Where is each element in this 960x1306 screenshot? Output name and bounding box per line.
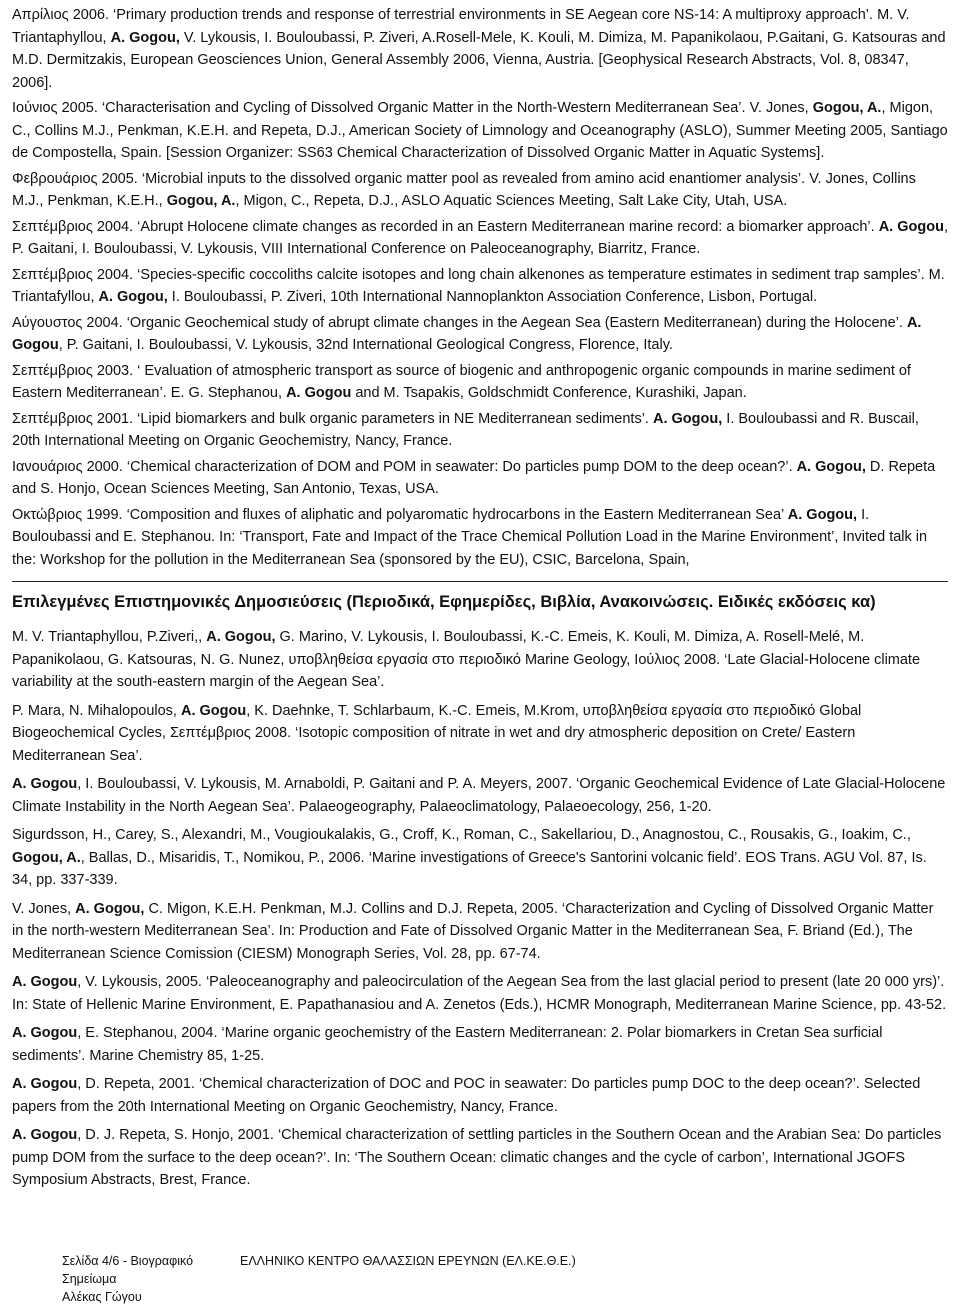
author-highlight: A. Gogou, [110, 29, 180, 46]
conference-entry [12, 408, 948, 453]
conference-entry [12, 456, 948, 501]
conference-entry [12, 97, 948, 165]
author-highlight: A. Gogou [180, 702, 247, 719]
entry-text: Σεπτέμβριος 2003. ‘ Evaluation of atmospheric transport as source of biogenic and anthropogenic organic compounds in marine sediment of Eastern Mediterranean’. E. G. Stephanou, [12, 362, 911, 401]
entry-text: M. V. Triantaphyllou, P.Ziveri,, [12, 629, 207, 645]
publication-entry [12, 824, 948, 892]
publication-entry [12, 971, 948, 1016]
publication-entry [12, 1124, 948, 1192]
publication-entry [12, 1022, 948, 1067]
entry-text: Φεβρουάριος 2005. ‘Microbial inputs to the dissolved organic matter pool as revealed from amino acid enantiomer analysis’. V. Jones, Collins M.J., Penkman, K.E.H., [12, 170, 916, 209]
author-highlight: Gogou, A. [812, 100, 882, 116]
entry-text: Ιούνιος 2005. ‘Characterisation and Cycling of Dissolved Organic Matter in the North-Western Mediterranean Sea’. V. Jones, [12, 100, 813, 116]
footer-organization: ΕΛΛΗΝΙΚΟ ΚΕΝΤΡΟ ΘΑΛΑΣΣΙΩΝ ΕΡΕΥΝΩΝ (ΕΛ.ΚΕ.Θ.Ε.) [240, 1254, 576, 1268]
conference-entry [12, 504, 948, 572]
author-highlight: A. Gogou [12, 1076, 78, 1092]
entry-text: D. Repeta and S. Honjo, Ocean Sciences Meeting, San Antonio, Texas, USA. [12, 458, 936, 497]
author-highlight: A. Gogou [12, 974, 78, 990]
entry-text: C. Migon, K.E.H. Penkman, M.J. Collins and D.J. Repeta, 2005. ‘Characterization and Cycling of Dissolved Organic Matter in the north-western Mediterranean Sea’. In: Production and Fate of Dissolved Organic Matter in the Mediterranean Sea, F. Briand (Ed.), The Mediterranean Science Comission (CIESM) Monograph Series, Vol. 28, pp. 67-74. [12, 900, 934, 962]
entry-text: , D. J. Repeta, S. Honjo, 2001. ‘Chemical characterization of settling particles in the Southern Ocean and the Arabian Sea: Do particles pump DOM from the surface to the deep ocean?’. In: ‘The Southern Ocean: climatic changes and the cycle of carbon’, International JGOFS Symposium Abstracts, Brest, France. [12, 1127, 942, 1188]
conference-entry [12, 264, 948, 309]
entry-text: V. Jones, [12, 900, 76, 917]
author-highlight: A. Gogou, [98, 289, 168, 305]
author-highlight: A. Gogou, [206, 629, 276, 645]
entry-text: , K. Daehnke, T. Schlarbaum, K.-C. Emeis, M.Krom, υποβληθείσα εργασία στο περιοδικό Global Biogeochemical Cycles, Σεπτέμβριος 2008. ‘Isotopic composition of nitrate in wet and dry atmospheric deposition on Crete/ Eastern Mediterranean Sea’. [12, 702, 862, 764]
page-footer [62, 1252, 576, 1306]
author-highlight: A. Gogou [286, 385, 352, 401]
author-highlight: A. Gogou [878, 218, 944, 235]
footer-page-line: Αλέκας Γώγου [62, 1290, 142, 1304]
entry-text: Απρίλιος 2006. ‘Primary production trends and response of terrestrial environments in SE Aegean core NS-14: A multiproxy approach’. M. V. Triantaphyllou, [12, 7, 910, 46]
entry-text: , I. Bouloubassi, V. Lykousis, M. Arnaboldi, P. Gaitani and P. A. Meyers, 2007. ‘Organic Geochemical Evidence of Late Glacial-Holocene Climate Instability in the North Aegean Sea’. Palaeogeography, Palaeoclimatology, Palaeoecology, 256, 1-20. [12, 776, 946, 815]
entry-text: Σεπτέμβριος 2004. ‘Species-specific coccoliths calcite isotopes and long chain alkenones as temperature estimates in sediment trap samples’. M. Triantafyllou, [12, 266, 945, 305]
conference-entry [12, 216, 948, 261]
author-highlight: A. Gogou, [75, 900, 149, 917]
author-highlight: Gogou, A. [12, 849, 81, 866]
section-heading: Επιλεγμένες Επιστημονικές Δημοσιεύσεις (Περιοδικά, Εφημερίδες, Βιβλία, Ανακοινώσεις. Ειδικές εκδόσεις κα) [12, 593, 876, 611]
publication-entry [12, 898, 948, 966]
entry-text: Sigurdsson, H., Carey, S., Alexandri, M., Vougioukalakis, G., Croff, K., Roman, C., Sakellariou, D., Anagnostou, C., Rousakis, G., Ioakim, C., [12, 827, 911, 843]
author-highlight: Gogou, A. [166, 193, 236, 209]
entry-text: Αύγουστος 2004. ‘Organic Geochemical study of abrupt climate changes in the Aegean Sea (Eastern Mediterranean) during the Holocene’. [12, 314, 907, 331]
entry-text: , P. Gaitani, I. Bouloubassi, V. Lykousis, VIII International Conference on Paleoceanography, Biarritz, France. [12, 218, 948, 257]
publication-entry [12, 1073, 948, 1118]
conference-entry [12, 4, 948, 94]
entry-text: V. Lykousis, I. Bouloubassi, P. Ziveri, A.Rosell-Mele, K. Kouli, M. Dimiza, M. Papanikolaou, P.Gaitani, G. Katsouras and M.D. Dermitzakis, European Geosciences Union, General Assembly 2006, Vienna, Austria. [Geophysical Research Abstracts, Vol. 8, 08347, 2006]. [12, 29, 946, 91]
entry-text: , V. Lykousis, 2005. ‘Paleoceanography and paleocirculation of the Aegean Sea from the last glacial period to present (late 20 000 yrs)’. In: State of Hellenic Marine Environment, E. Papathanasiou and A. Zenetos (Eds.), HCMR Monograph, Mediterranean Marine Science, pp. 43-52. [12, 974, 947, 1013]
footer-page-info [62, 1252, 212, 1306]
author-highlight: A. Gogou [12, 1025, 78, 1041]
author-highlight: A. Gogou, [787, 506, 858, 523]
entry-text: I. Bouloubassi and E. Stephanou. In: ‘Transport, Fate and Impact of the Trace Chemical Pollution Load in the Marine Environment’, Invited talk in the: Workshop for the pollution in the Mediterranean Sea (sponsored by the EU), CSIC, Barcelona, Spain, [12, 506, 928, 568]
entry-text: , Migon, C., Collins M.J., Penkman, K.E.H. and Repeta, D.J., American Society of Limnology and Oceanography (ASLO), Summer Meeting 2005, Santiago de Compostella, Spain. [Session Organizer: SS63 Chemical Characterization of Dissolved Organic Matter in Aquatic Systems]. [12, 100, 948, 161]
document-body [12, 4, 948, 1198]
entry-text: Ιανουάριος 2000. ‘Chemical characterization of DOM and POM in seawater: Do particles pump DOM to the deep ocean?’. [12, 458, 797, 475]
publication-entry [12, 626, 948, 694]
entry-text: Σεπτέμβριος 2001. ‘Lipid biomarkers and bulk organic parameters in NE Mediterranean sediments’. [12, 410, 653, 427]
author-highlight: A. Gogou, [796, 458, 866, 475]
conference-entry [12, 168, 948, 213]
entry-text: , E. Stephanou, 2004. ‘Marine organic geochemistry of the Eastern Mediterranean: 2. Polar biomarkers in Cretan Sea surficial sediments’. Marine Chemistry 85, 1-25. [12, 1025, 883, 1064]
conference-entry [12, 360, 948, 405]
footer-page-line: Σημείωμα [62, 1272, 117, 1286]
entry-text: G. Marino, V. Lykousis, I. Bouloubassi, K.-C. Emeis, K. Kouli, M. Dimiza, A. Rosell-Melé, M. Papanikolaou, G. Katsouras, N. G. Nunez, υποβληθείσα εργασία στο περιοδικό Marine Geology, Ιούλιος 2008. ‘Late Glacial-Holocene climate variability at the south-eastern margin of the Aegean Sea’. [12, 629, 921, 690]
conference-entry [12, 312, 948, 357]
entry-text: , D. Repeta, 2001. ‘Chemical characterization of DOC and POC in seawater: Do particles pump DOC to the deep ocean?’. Selected papers from the 20th International Meeting on Organic Geochemistry, Nancy, France. [12, 1076, 921, 1115]
author-highlight: A. Gogou, [653, 410, 723, 427]
entry-text: I. Bouloubassi, P. Ziveri, 10th International Nannoplankton Association Conference, Lisbon, Portugal. [167, 289, 818, 305]
footer-page-line: Σελίδα 4/6 - Βιογραφικό [62, 1254, 194, 1268]
section-divider [12, 581, 948, 614]
entry-text: , P. Gaitani, I. Bouloubassi, V. Lykousis, 32nd International Geological Congress, Florence, Italy. [58, 337, 673, 353]
publication-entry [12, 773, 948, 818]
author-highlight: A. Gogou [12, 776, 78, 792]
entry-text: and M. Tsapakis, Goldschmidt Conference, Kurashiki, Japan. [351, 385, 747, 401]
author-highlight: A. Gogou [12, 1127, 78, 1143]
entry-text: , Migon, C., Repeta, D.J., ASLO Aquatic Sciences Meeting, Salt Lake City, Utah, USA. [235, 193, 788, 209]
entry-text: , Ballas, D., Misaridis, T., Nomikou, P., 2006. ‘Marine investigations of Greece's Santorini volcanic field’. EOS Trans. AGU Vol. 87, Is. 34, pp. 337-339. [12, 849, 927, 888]
entry-text: Οκτώβριος 1999. ‘Composition and fluxes of aliphatic and polyaromatic hydrocarbons in the Eastern Mediterranean Sea’ [12, 506, 788, 523]
entry-text: P. Mara, N. Mihalopoulos, [12, 702, 181, 719]
author-highlight: A. Gogou [12, 314, 922, 353]
publication-list [12, 626, 948, 1192]
publication-entry [12, 700, 948, 768]
conference-list [12, 4, 948, 571]
entry-text: Σεπτέμβριος 2004. ‘Abrupt Holocene climate changes as recorded in an Eastern Mediterranean marine record: a biomarker approach’. [12, 218, 879, 235]
entry-text: I. Bouloubassi and R. Buscail, 20th International Meeting on Organic Geochemistry, Nancy, France. [12, 410, 919, 449]
